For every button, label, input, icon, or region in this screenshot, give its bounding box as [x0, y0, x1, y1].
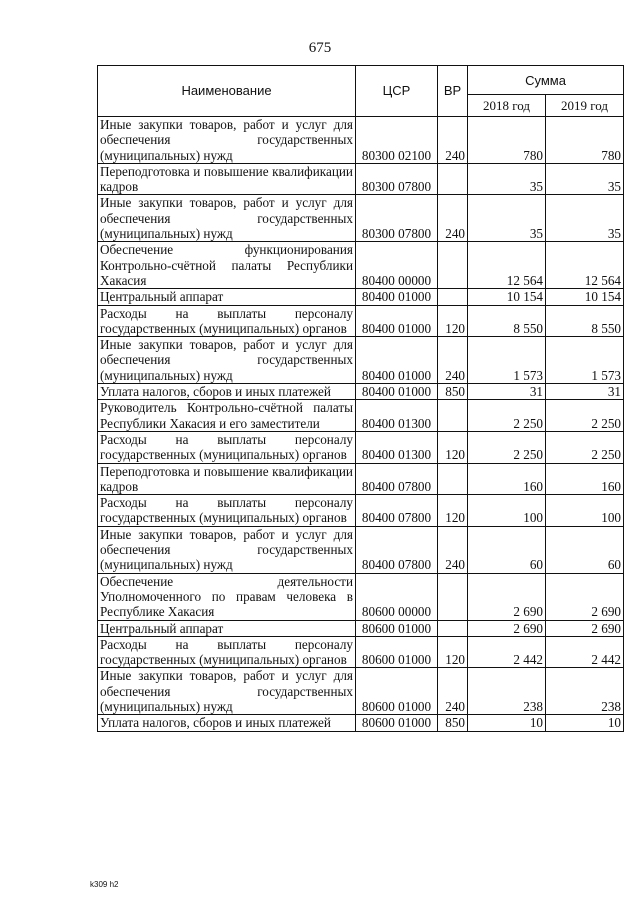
row-csr-cell: 80300 02100: [356, 117, 438, 164]
row-2018-cell: 780: [468, 117, 546, 164]
row-csr-cell: 80400 01000: [356, 337, 438, 384]
row-vr-cell: 120: [438, 305, 468, 337]
header-sum: Сумма: [468, 66, 624, 95]
table-row: [98, 495, 624, 527]
row-name-cell: Переподготовка и повышение квалификации кадров: [98, 463, 356, 495]
table-row: [98, 463, 624, 495]
row-2019-cell: 10: [546, 715, 624, 731]
row-name-cell: Расходы на выплаты персоналу государственных (муниципальных) органов: [98, 431, 356, 463]
row-vr-cell: 240: [438, 117, 468, 164]
budget-table: [97, 65, 624, 732]
row-2018-cell: 35: [468, 163, 546, 195]
table-row: [98, 117, 624, 164]
row-name-cell: Иные закупки товаров, работ и услуг для обеспечения государственных (муниципальных) нужд: [98, 117, 356, 164]
table-row: [98, 289, 624, 305]
row-name-cell: Центральный аппарат: [98, 620, 356, 636]
row-2019-cell: 160: [546, 463, 624, 495]
row-name-cell: Обеспечение функционирования Контрольно-счётной палаты Республики Хакасия: [98, 242, 356, 289]
row-2018-cell: 238: [468, 668, 546, 715]
row-2018-cell: 35: [468, 195, 546, 242]
row-vr-cell: 240: [438, 337, 468, 384]
row-2019-cell: 100: [546, 495, 624, 527]
row-name-cell: Иные закупки товаров, работ и услуг для обеспечения государственных (муниципальных) нужд: [98, 195, 356, 242]
row-csr-cell: 80300 07800: [356, 195, 438, 242]
row-csr-cell: 80300 07800: [356, 163, 438, 195]
table-row: [98, 636, 624, 668]
row-vr-cell: 850: [438, 715, 468, 731]
row-vr-cell: [438, 573, 468, 620]
header-vr: ВР: [438, 66, 468, 117]
row-csr-cell: 80400 07800: [356, 495, 438, 527]
header-name: Наименование: [98, 66, 356, 117]
row-2018-cell: 2 690: [468, 620, 546, 636]
row-name-cell: Обеспечение деятельности Уполномоченного по правам человека в Республике Хакасия: [98, 573, 356, 620]
row-csr-cell: 80600 01000: [356, 636, 438, 668]
table-row: [98, 384, 624, 400]
row-name-cell: Уплата налогов, сборов и иных платежей: [98, 384, 356, 400]
row-vr-cell: [438, 620, 468, 636]
row-csr-cell: 80400 01300: [356, 431, 438, 463]
row-2018-cell: 2 442: [468, 636, 546, 668]
row-vr-cell: 120: [438, 636, 468, 668]
table-row: [98, 668, 624, 715]
row-2018-cell: 2 250: [468, 431, 546, 463]
row-csr-cell: 80400 07800: [356, 526, 438, 573]
row-2019-cell: 2 690: [546, 573, 624, 620]
table-row: [98, 163, 624, 195]
row-name-cell: Иные закупки товаров, работ и услуг для обеспечения государственных (муниципальных) нужд: [98, 337, 356, 384]
table-row: [98, 715, 624, 731]
table-row: [98, 526, 624, 573]
footer-code: k309 h2: [90, 880, 119, 889]
row-2018-cell: 1 573: [468, 337, 546, 384]
table-body: [98, 117, 624, 732]
header-year-2019: 2019 год: [546, 95, 624, 117]
row-name-cell: Иные закупки товаров, работ и услуг для обеспечения государственных (муниципальных) нужд: [98, 668, 356, 715]
table-row: [98, 573, 624, 620]
row-2019-cell: 238: [546, 668, 624, 715]
row-vr-cell: 240: [438, 668, 468, 715]
row-csr-cell: 80600 01000: [356, 715, 438, 731]
header-year-2018: 2018 год: [468, 95, 546, 117]
row-csr-cell: 80600 01000: [356, 668, 438, 715]
row-name-cell: Уплата налогов, сборов и иных платежей: [98, 715, 356, 731]
header-csr: ЦСР: [356, 66, 438, 117]
row-name-cell: Расходы на выплаты персоналу государственных (муниципальных) органов: [98, 495, 356, 527]
row-2019-cell: 780: [546, 117, 624, 164]
table-row: [98, 400, 624, 432]
row-vr-cell: [438, 463, 468, 495]
row-vr-cell: [438, 289, 468, 305]
row-2018-cell: 12 564: [468, 242, 546, 289]
row-2018-cell: 8 550: [468, 305, 546, 337]
row-csr-cell: 80400 00000: [356, 242, 438, 289]
row-csr-cell: 80400 01000: [356, 289, 438, 305]
table-row: [98, 337, 624, 384]
table-row: [98, 305, 624, 337]
table-row: [98, 195, 624, 242]
row-2019-cell: 35: [546, 163, 624, 195]
row-2019-cell: 12 564: [546, 242, 624, 289]
table-header: [98, 66, 624, 117]
row-csr-cell: 80400 01300: [356, 400, 438, 432]
row-name-cell: Центральный аппарат: [98, 289, 356, 305]
row-2018-cell: 60: [468, 526, 546, 573]
row-vr-cell: 120: [438, 495, 468, 527]
row-2018-cell: 10: [468, 715, 546, 731]
page-number: 675: [308, 40, 332, 56]
row-vr-cell: 120: [438, 431, 468, 463]
row-vr-cell: 240: [438, 526, 468, 573]
row-vr-cell: [438, 242, 468, 289]
row-2019-cell: 35: [546, 195, 624, 242]
row-name-cell: Расходы на выплаты персоналу государственных (муниципальных) органов: [98, 636, 356, 668]
row-2018-cell: 2 690: [468, 573, 546, 620]
row-2019-cell: 2 690: [546, 620, 624, 636]
table-row: [98, 242, 624, 289]
row-name-cell: Переподготовка и повышение квалификации кадров: [98, 163, 356, 195]
row-2019-cell: 1 573: [546, 337, 624, 384]
row-2018-cell: 31: [468, 384, 546, 400]
table-row: [98, 620, 624, 636]
row-2019-cell: 10 154: [546, 289, 624, 305]
row-name-cell: Иные закупки товаров, работ и услуг для обеспечения государственных (муниципальных) нужд: [98, 526, 356, 573]
table-row: [98, 431, 624, 463]
row-csr-cell: 80400 07800: [356, 463, 438, 495]
row-2019-cell: 2 442: [546, 636, 624, 668]
row-2018-cell: 2 250: [468, 400, 546, 432]
row-2018-cell: 10 154: [468, 289, 546, 305]
row-name-cell: Руководитель Контрольно-счётной палаты Республики Хакасия и его заместители: [98, 400, 356, 432]
row-vr-cell: [438, 400, 468, 432]
row-2019-cell: 2 250: [546, 400, 624, 432]
row-2019-cell: 8 550: [546, 305, 624, 337]
row-2019-cell: 2 250: [546, 431, 624, 463]
row-2019-cell: 60: [546, 526, 624, 573]
row-csr-cell: 80400 01000: [356, 384, 438, 400]
row-name-cell: Расходы на выплаты персоналу государственных (муниципальных) органов: [98, 305, 356, 337]
row-2018-cell: 160: [468, 463, 546, 495]
row-csr-cell: 80600 00000: [356, 573, 438, 620]
row-2018-cell: 100: [468, 495, 546, 527]
row-2019-cell: 31: [546, 384, 624, 400]
row-csr-cell: 80400 01000: [356, 305, 438, 337]
row-csr-cell: 80600 01000: [356, 620, 438, 636]
row-vr-cell: 240: [438, 195, 468, 242]
row-vr-cell: 850: [438, 384, 468, 400]
row-vr-cell: [438, 163, 468, 195]
